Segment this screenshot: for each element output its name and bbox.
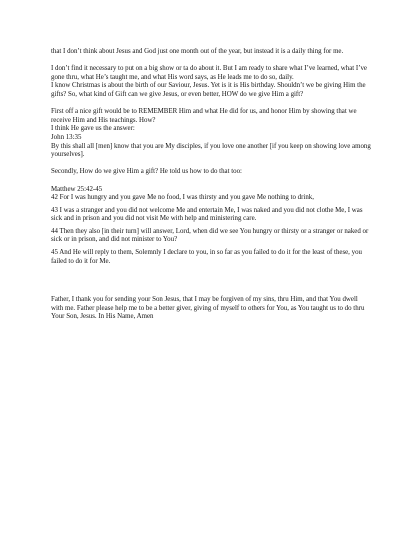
verse-42: 42 For I was hungry and you gave Me no food, I was thirsty and you gave Me nothing to drink, [51,194,314,202]
document-body [51,48,371,322]
paragraph-intro: that I don’t think about Jesus and God just one month out of the year, but instead it is a daily thing for me. [51,48,344,55]
spacer [51,160,371,169]
paragraph-christmas: I know Christmas is about the birth of our Saviour, Jesus. Yet is it is His birthday. Shouldn’t we be giving Him the gifts? So, what kind of Gift can we give Jesus, or even better, HOW do we give Him a gift? [51,82,366,98]
spacer [51,177,371,186]
verse-43: 43 I was a stranger and you did not welcome Me and entertain Me, I was naked and you did not clothe Me, I was sick and in prison and you did not visit Me with help and ministering care. [51,206,363,223]
spacer [51,266,371,296]
verse-45: 45 And He will reply to them, Solemnly I declare to you, in so far as you failed to do it for the least of these, you failed to do it for Me. [51,249,362,265]
spacer [51,57,371,66]
paragraph-secondly: Secondly, How do we give Him a gift? He told us how to do that too: [51,168,242,176]
paragraph-share: I don’t find it necessary to put on a big show or ta do about it. But I am ready to share what I’ve learned, what I’ve gone thru, what He’s taught me, and what His word says, as He leads me to do so, daily. [51,65,367,81]
paragraph-answer-intro: I think He gave us the answer: [51,125,135,133]
paragraph-prayer: Father, I thank you for sending your Son Jesus, that I may be forgiven of my sins, thru Him, and that You dwell with me. Father please help me to be a better giver, giving of myself to others for You, as You taught us to do thru Your Son, Jesus. In His Name, Amen [51,296,365,321]
paragraph-remember: First off a nice gift would be to REMEMBER Him and what He did for us, and honor Him by showing that we receive Him and His teachings. How? [51,108,357,124]
verse-44: 44 Then they also [in their turn] will answer, Lord, when did we see You hungry or thirsty or a stranger or naked or sick or in prison, and did not minister to You? [51,227,369,244]
scripture-reference-john: John 13:35 [51,133,82,141]
spacer [51,100,371,109]
scripture-john-text: By this shall all [men] know that you are My disciples, if you love one another [if you keep on showing love among yourselves]. [51,142,371,159]
scripture-reference-matthew: Matthew 25:42-45 [51,185,103,193]
